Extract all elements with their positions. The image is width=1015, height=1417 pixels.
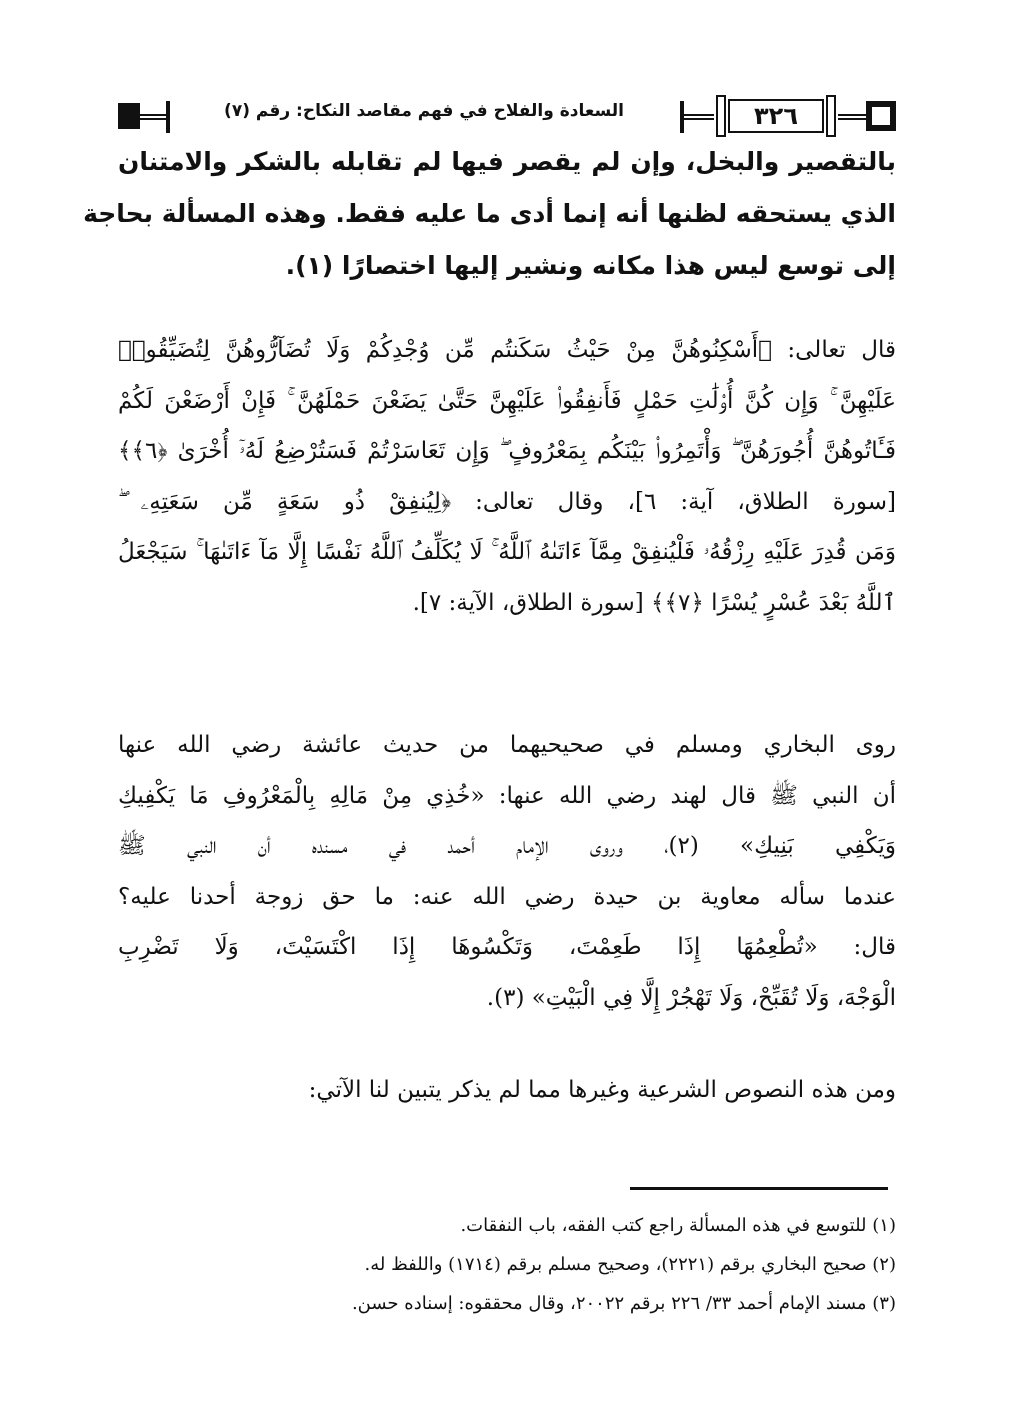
quran-paragraph bbox=[118, 325, 896, 628]
text-line: الذي يستحقه لظنها أنه إنما أدى ما عليه فقط. وهذه المسألة بحاجة bbox=[83, 199, 896, 228]
footnote-3: (٣) مسند الإمام أحمد ٣٣/ ٢٢٦ برقم ٢٠٠٢٢، وقال محققوه: إسناده حسن. bbox=[351, 1293, 896, 1314]
header-rule bbox=[140, 114, 168, 120]
text-line: قال: «تُطْعِمُهَا إِذَا طَعِمْتَ، وَتَكْسُوهَا إِذَا اكْتَسَيْتَ، وَلَا تَضْرِبِ bbox=[118, 934, 896, 960]
text-line: [سورة الطلاق، آية: ٦]، وقال تعالى: ﴿لِيُنفِقْ ذُو سَعَةٍ مِّن سَعَتِهِۦ ۖ bbox=[118, 488, 896, 515]
footnotes bbox=[118, 1206, 896, 1323]
page-number: ٣٢٦ bbox=[728, 99, 824, 133]
footnote-1: (١) للتوسع في هذه المسألة راجع كتب الفقه، باب النفقات. bbox=[460, 1215, 896, 1236]
text-line: وَيَكْفِي بَنِيكِ» (٢)، وروى الإمام أحمد في مسنده أن النبي ﷺ bbox=[118, 833, 896, 859]
text-line: الْوَجْهَ، وَلَا تُقَبِّحْ، وَلَا تَهْجُرْ إِلَّا فِي الْبَيْتِ» (٣). bbox=[486, 984, 896, 1011]
text-line: عندما سأله معاوية بن حيدة رضي الله عنه: ما حق زوجة أحدنا عليه؟ bbox=[118, 883, 896, 910]
text-line: بالتقصير والبخل، وإن لم يقصر فيها لم تقابله بالشكر والامتنان bbox=[118, 147, 896, 176]
text-line: روى البخاري ومسلم في صحيحيهما من حديث عائشة رضي الله عنها bbox=[118, 732, 896, 758]
text-line: ٱللَّهُ بَعْدَ عُسْرٍ يُسْرًا ﴿٧﴾﴾ [سورة الطلاق، الآية: ٧]. bbox=[412, 589, 896, 616]
text-line: عَلَيْهِنَّ ۚ وَإِن كُنَّ أُو۟لَٰتِ حَمْلٍ فَأَنفِقُوا۟ عَلَيْهِنَّ حَتَّىٰ يَضَعْنَ حَمْلَهُنَّ ۚ فَإِنْ أَرْضَعْنَ لَكُمْ bbox=[118, 387, 896, 414]
footnote-separator bbox=[630, 1187, 888, 1190]
running-header bbox=[118, 95, 898, 139]
header-rule bbox=[838, 114, 866, 120]
header-rule bbox=[684, 114, 714, 120]
footnote-2: (٢) صحيح البخاري برقم (٢٢٢١)، وصحيح مسلم برقم (١٧١٤) واللفظ له. bbox=[364, 1254, 896, 1275]
hadith-paragraph bbox=[118, 720, 896, 1023]
text-line: قال تعالى: ﴿أَسْكِنُوهُنَّ مِنْ حَيْثُ سَكَنتُم مِّن وُجْدِكُمْ وَلَا تُضَآرُّوهُنَّ لِتُضَيِّقُوا۟ bbox=[118, 337, 896, 363]
text-line: فَـَٔاتُوهُنَّ أُجُورَهُنَّ ۖ وَأْتَمِرُوا۟ بَيْنَكُم بِمَعْرُوفٍ ۖ وَإِن تَعَاسَرْتُمْ فَسَتُرْضِعُ لَهُۥٓ أُخْرَىٰ ﴿٦﴾﴾ bbox=[118, 438, 896, 464]
header-right-square bbox=[866, 101, 896, 131]
text-line: ومن هذه النصوص الشرعية وغيرها مما لم يذكر يتبين لنا الآتي: bbox=[308, 1077, 896, 1103]
book-title: السعادة والفلاح في فهم مقاصد النكاح: رقم (٧) bbox=[224, 101, 624, 121]
paragraph-1 bbox=[83, 136, 896, 292]
text-line: إلى توسع ليس هذا مكانه ونشير إليها اختصارًا (١). bbox=[285, 251, 896, 280]
header-left-block bbox=[118, 103, 140, 129]
text-line: وَمَن قُدِرَ عَلَيْهِ رِزْقُهُۥ فَلْيُنفِقْ مِمَّآ ءَاتَىٰهُ ٱللَّهُ ۚ لَا يُكَلِّفُ ٱللَّهُ نَفْسًا إِلَّا مَآ ءَاتَىٰهَا ۚ سَيَجْعَلُ bbox=[118, 539, 896, 565]
text-line: أن النبي ﷺ قال لهند رضي الله عنها: «خُذِي مِنْ مَالِهِ بِالْمَعْرُوفِ مَا يَكْفِيكِ bbox=[118, 782, 896, 809]
paragraph-4 bbox=[118, 1065, 896, 1115]
